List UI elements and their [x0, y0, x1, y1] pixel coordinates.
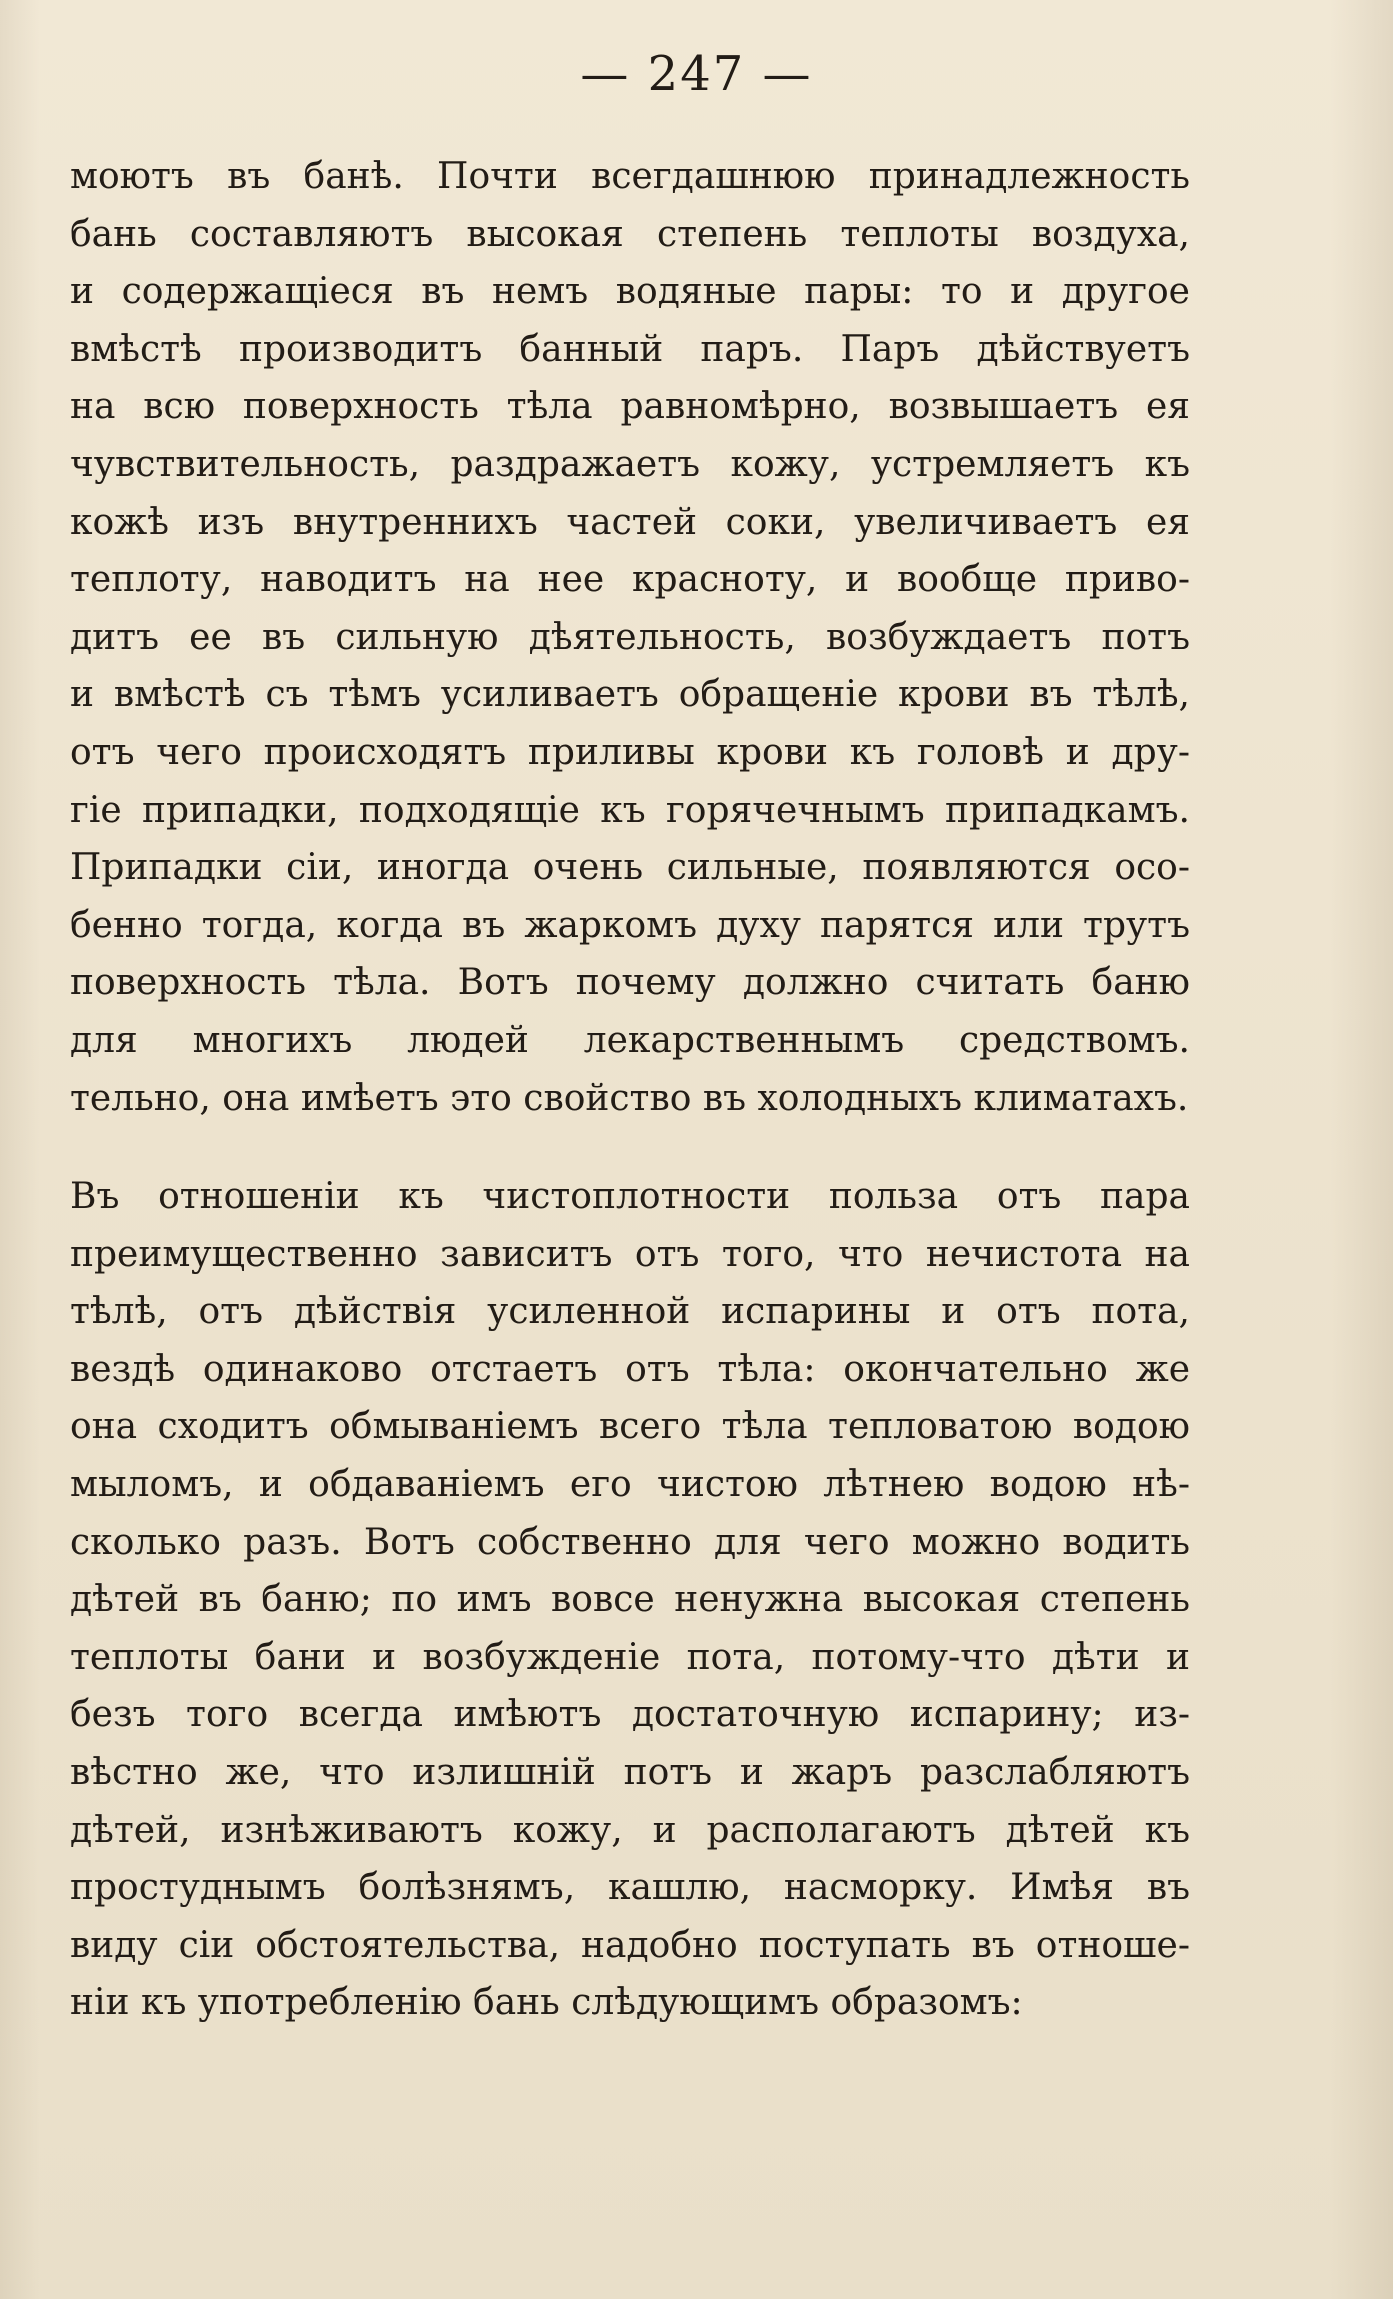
- text-line: тельно, она имѣетъ это свойство въ холодныхъ климатахъ.: [70, 1077, 1189, 1119]
- paragraph-2: [70, 1168, 1190, 2032]
- text-line: вездѣ одинаково отстаетъ отъ тѣла: окончательно же: [70, 1348, 1190, 1390]
- text-line: и содержащіеся въ немъ водяные пары: то и другое: [70, 271, 1190, 313]
- text-line: виду сіи обстоятельства, надобно поступать въ отноше-: [70, 1924, 1190, 1966]
- text-line: и вмѣстѣ съ тѣмъ усиливаетъ обращеніе крови въ тѣлѣ,: [70, 674, 1190, 716]
- paragraph-1: [70, 148, 1190, 1127]
- text-line: она сходитъ обмываніемъ всего тѣла тепловатою водою: [70, 1406, 1190, 1448]
- page-number: — 247 —: [580, 46, 813, 102]
- text-line: дѣтей въ баню; по имъ вовсе ненужна высокая степень: [70, 1579, 1190, 1621]
- text-line: Припадки сіи, иногда очень сильные, появляются осо-: [70, 847, 1190, 889]
- text-line: поверхность тѣла. Вотъ почему должно считать баню: [70, 962, 1190, 1004]
- text-line: ніи къ употребленію бань слѣдующимъ образомъ:: [70, 1982, 1023, 2024]
- text-line: чувствительность, раздражаетъ кожу, устремляетъ къ: [70, 443, 1190, 485]
- text-line: вѣстно же, что излишній потъ и жаръ разслабляютъ: [70, 1751, 1190, 1793]
- text-line: бань составляютъ высокая степень теплоты воздуха,: [70, 213, 1190, 255]
- text-line: кожѣ изъ внутреннихъ частей соки, увеличиваетъ ея: [70, 501, 1190, 543]
- text-line: бенно тогда, когда въ жаркомъ духу парятся или трутъ: [70, 904, 1190, 946]
- text-line: для многихъ людей лекарственнымъ средствомъ.: [70, 1019, 1190, 1061]
- text-line: дитъ ее въ сильную дѣятельность, возбуждаетъ потъ: [70, 616, 1190, 658]
- text-line: сколько разъ. Вотъ собственно для чего можно водить: [70, 1521, 1190, 1563]
- text-line: Въ отношеніи къ чистоплотности польза отъ пара: [70, 1176, 1190, 1217]
- text-line: гіе припадки, подходящіе къ горячечнымъ припадкамъ.: [70, 789, 1190, 831]
- text-line: вмѣстѣ производитъ банный паръ. Паръ дѣйствуетъ: [70, 328, 1190, 370]
- text-line: мыломъ, и обдаваніемъ его чистою лѣтнею водою нѣ-: [70, 1463, 1190, 1505]
- text-line: преимущественно зависитъ отъ того, что нечистота на: [70, 1233, 1190, 1275]
- text-line: теплоты бани и возбужденіе пота, потому-что дѣти и: [70, 1636, 1190, 1678]
- text-line: моютъ въ банѣ. Почти всегдашнюю принадлежность: [70, 156, 1190, 197]
- text-line: дѣтей, изнѣживаютъ кожу, и располагаютъ дѣтей къ: [70, 1809, 1190, 1851]
- text-line: простуднымъ болѣзнямъ, кашлю, насморку. Имѣя въ: [70, 1867, 1190, 1909]
- text-line: теплоту, наводитъ на нее красноту, и вообще приво-: [70, 559, 1190, 601]
- text-line: отъ чего происходятъ приливы крови къ головѣ и дру-: [70, 731, 1190, 773]
- text-line: безъ того всегда имѣютъ достаточную испарину; из-: [70, 1694, 1190, 1736]
- text-line: тѣлѣ, отъ дѣйствія усиленной испарины и отъ пота,: [70, 1291, 1190, 1333]
- text-line: на всю поверхность тѣла равномѣрно, возвышаетъ ея: [70, 386, 1190, 428]
